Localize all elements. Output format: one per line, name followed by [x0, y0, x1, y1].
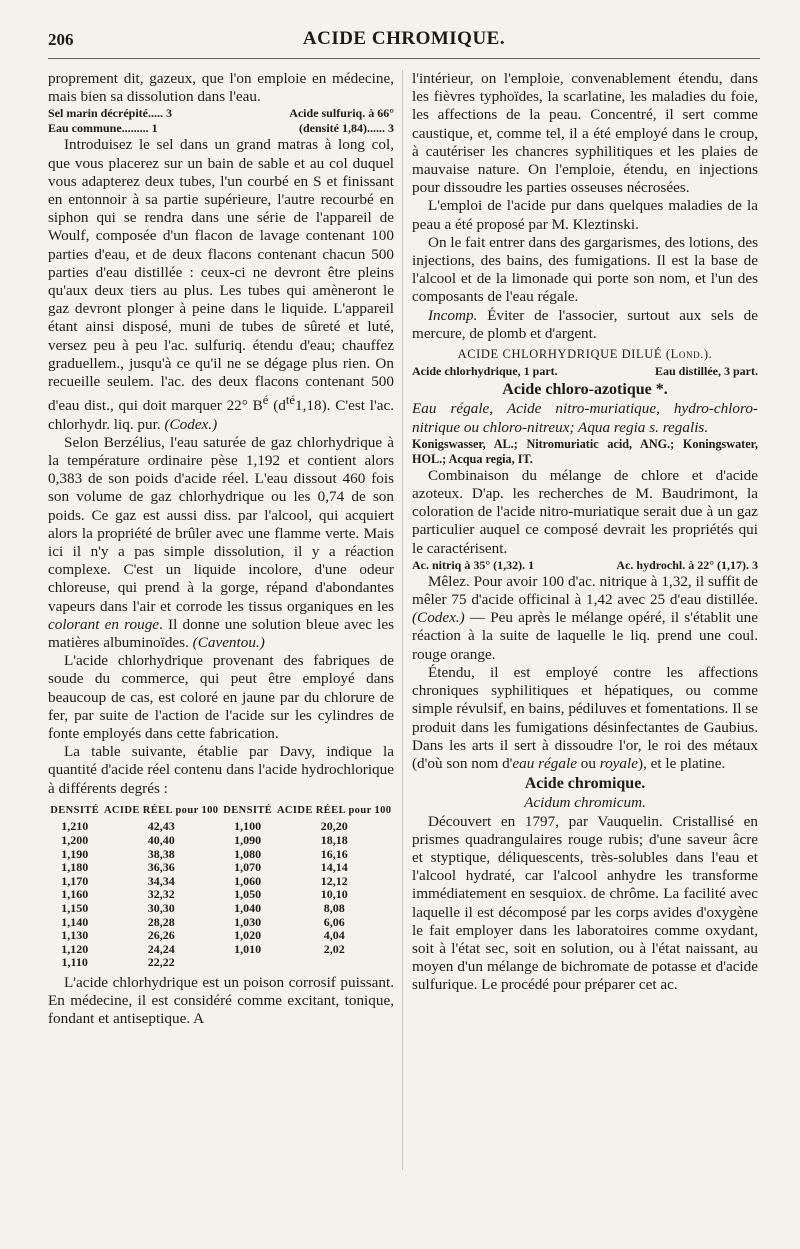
table-cell: 1,080	[234, 846, 262, 861]
table-cell: 22,22	[147, 955, 175, 970]
table-cell: 14,14	[320, 860, 348, 875]
italic-text: colorant en rouge	[48, 615, 160, 633]
table-cell: 1,020	[234, 928, 262, 943]
paragraph: Découvert en 1797, par Vauquelin. Cristallisé en prismes quadrangulaires rouge rubis; d'une saveur âcre et styptique, déliquescents, très-solubles dans l'eau et l'alcool hydraté, car l'alcool anhydre les transforme immédiatement en sesquiox. de chrôme. La facilité avec laquelle il est décomposé par les corps avides d'oxygène le fait employer dans les laboratoires comme oxydant, soit à l'état sec, soit en solution, ou à l'état naissant, au moyen d'un mélange de bichromate de potasse et d'acide sulfurique. Le procédé pour préparer cet ac.	[412, 812, 758, 994]
table-cell: 1,140	[61, 914, 89, 929]
table-row	[48, 956, 394, 970]
column-header: ACIDE RÉEL pour 100	[103, 804, 219, 816]
table-cell: 1,010	[234, 941, 262, 956]
table-cell	[274, 956, 394, 970]
table-row	[48, 861, 394, 875]
text-run: (d	[268, 397, 286, 415]
table-cell	[221, 956, 274, 970]
text-run: ou	[576, 754, 600, 772]
left-column	[48, 70, 394, 1029]
italic-text: royale	[599, 754, 638, 772]
table-cell: 1,200	[61, 832, 89, 847]
page-number: 206	[48, 30, 74, 49]
recipe-line	[412, 364, 758, 379]
recipe-item: Eau commune......... 1	[48, 121, 158, 136]
table-header-row	[48, 804, 394, 821]
recipe-line	[48, 106, 394, 121]
paragraph	[412, 307, 758, 343]
table-cell: 1,190	[61, 846, 89, 861]
recipe-item: (densité 1,84)...... 3	[299, 121, 394, 136]
italic-text: eau régale	[512, 754, 577, 772]
paragraph	[48, 136, 394, 433]
table-cell: 42,43	[147, 819, 175, 834]
text-run: Éviter de l'associer, surtout aux sels de mercure, de plomb et d'argent.	[412, 306, 758, 342]
text-run: 1,18). C'est l'ac. chlorhydr. liq. pur.	[48, 397, 395, 433]
recipe-line	[48, 121, 394, 136]
table-row	[48, 943, 394, 957]
table-cell: 1,170	[61, 873, 89, 888]
citation: (Codex.)	[412, 609, 465, 627]
text-run: ), et le platine.	[637, 754, 726, 772]
text-run: Introduisez le sel dans un grand matras à long col, que vous placerez sur un bain de sable et au col duquel vous adapterez deux tubes, l'un courbé en S et finissant en entonnoir à sa partie supérieure, l'autre recourbé en siphon qui se rendra dans une série de l'appareil de Woulf, composée d'un flacon de lavage contenant 100 parties d'eau, et de deux flacons contenant chacun 500 parties d'eau distillée : ceux-ci ne devront être pleins qu'aux deux tiers au plus. Les tubes qui amèneront le gaz devront plonger à peine dans le liquide. L'appareil étant ainsi disposé, muni de tubes de sûreté et luté, versez peu à peu l'ac. sulfuriq. étendu d'eau; chauffez graduellem., jusqu'à ce qu'il ne se dégage plus rien. On recueille seulem. l'ac. des deux flacons contenant 500 d'eau dist., qui doit marquer 22° B	[48, 136, 394, 415]
table-cell: 38,38	[147, 846, 175, 861]
paragraph: L'emploi de l'acide pur dans quelques maladies de la peau a été proposé par M. Kleztinski.	[412, 197, 758, 233]
table-cell: 1,060	[234, 873, 262, 888]
paragraph: La table suivante, établie par Davy, indique la quantité d'acide réel contenu dans l'acide hydrochlorique à différents degrés :	[48, 743, 394, 797]
table-cell: 1,180	[61, 860, 89, 875]
paragraph: On le fait entrer dans des gargarismes, des lotions, des injections, des bains, des fumigations. Il est la base de l'alcool et de la limonade qui porte son nom, et l'un des composants de l'eau régale.	[412, 233, 758, 306]
synonyms: Eau régale, Acide nitro-muriatique, hydro-chloro-nitrique ou chloro-nitreux; Aqua regia s. regalis.	[412, 400, 758, 436]
table-row	[48, 848, 394, 862]
table-cell: 4,04	[323, 928, 345, 943]
paragraph: L'acide chlorhydrique est un poison corrosif puissant. En médecine, il est considéré comme excitant, tonique, fondant et antiseptique. A	[48, 973, 394, 1028]
column-header: DENSITÉ	[223, 804, 273, 816]
table-cell: 1,110	[61, 955, 88, 970]
citation: (Caventou.)	[192, 633, 265, 651]
table-cell: 1,050	[234, 887, 262, 902]
italic-label: Incomp.	[428, 306, 478, 324]
table-cell: 1,210	[61, 819, 89, 834]
table-cell: 6,06	[323, 914, 345, 929]
table-cell: 8,08	[323, 900, 345, 915]
table-cell: 30,30	[147, 900, 175, 915]
table-cell: 24,24	[147, 941, 175, 956]
table-cell: 1,100	[234, 819, 262, 834]
table-cell: 28,28	[147, 914, 175, 929]
page-header	[48, 18, 760, 59]
column-header: ACIDE RÉEL pour 100	[276, 804, 392, 816]
table-cell: 2,02	[323, 941, 345, 956]
table-cell: 32,32	[147, 887, 175, 902]
table-cell: 1,120	[61, 941, 89, 956]
section-title: Acide chloro-azotique *.	[502, 381, 668, 399]
density-table	[48, 804, 394, 970]
recipe-item: Acide chlorhydrique, 1 part.	[412, 364, 558, 379]
column-header: DENSITÉ	[50, 804, 100, 816]
paragraph: L'acide chlorhydrique provenant des fabriques de soude du commerce, qui peut être employé dans beaucoup de cas, est coloré en jaune par du chlorure de fer, par suite de l'action de l'acide sur les cylindres de fonte employés dans cette fabrication.	[48, 652, 394, 742]
recipe-item: Acide sulfuriq. à 66°	[289, 106, 394, 121]
table-row	[48, 875, 394, 889]
table-cell: 1,130	[61, 928, 89, 943]
text-run: Étendu, il est employé contre les affections chroniques syphilitiques et hépatiques, ou comme simple révulsif, en bains, pédiluves et fomentations. Il se produit dans les fumigations désinfectantes de Gaubius. Dans les arts il sert à dissoudre l'or, le roi des métaux (d'où son nom d'	[412, 663, 758, 772]
paragraph: Combinaison du mélange de chlore et d'acide azoteux. D'ap. les recherches de M. Baudrimont, la coloration de l'acide nitro-muriatique serait due à un gaz particulier auquel ce composé devrait les propriétés qui le caractérisent.	[412, 466, 758, 557]
citation: (Codex.)	[164, 415, 218, 433]
table-cell: 1,070	[234, 860, 262, 875]
table-cell: 1,030	[234, 914, 262, 929]
section-title: Acide chromique.	[524, 775, 646, 793]
superscript: té	[285, 393, 295, 408]
recipe-item: Eau distillée, 3 part.	[654, 364, 758, 379]
running-title: ACIDE CHROMIQUE.	[302, 28, 506, 49]
superscript: é	[262, 393, 269, 408]
recipe-line	[412, 558, 758, 573]
table-row	[48, 834, 394, 848]
table-cell: 1,150	[61, 900, 89, 915]
recipe-item: Sel marin décrépité..... 3	[48, 106, 172, 121]
preparation-title: ACIDE CHLORHYDRIQUE DILUÉ (Lond.).	[457, 347, 713, 362]
right-column	[412, 70, 758, 995]
table-row	[48, 888, 394, 902]
paragraph: proprement dit, gazeux, que l'on emploie en médecine, mais bien sa dissolution dans l'eau.	[48, 70, 394, 106]
table-cell: 18,18	[320, 832, 348, 847]
text-run: Mêlez. Pour avoir 100 d'ac. nitrique à 1,32, il suffit de mêler 75 d'acide officinal à 1,42 avec 25 d'eau distillée.	[412, 572, 758, 609]
table-cell: 20,20	[320, 819, 348, 834]
section-subtitle: Acidum chromicum.	[524, 794, 646, 812]
table-row	[48, 929, 394, 943]
table-cell: 16,16	[320, 846, 348, 861]
table-row	[48, 902, 394, 916]
paragraph	[412, 573, 758, 664]
foreign-names: Konigswasser, AL.; Nitromuriatic acid, ANG.; Koningswater, HOL.; Acqua regia, IT.	[412, 436, 758, 466]
table-cell: 34,34	[147, 873, 175, 888]
paragraph	[48, 434, 394, 652]
table-cell: 12,12	[320, 873, 348, 888]
column-divider	[402, 70, 403, 1170]
text-run: — Peu après le mélange opéré, il s'établit une réaction à la suite de laquelle le liq. prend une coul. rouge orange.	[412, 609, 758, 663]
paragraph: l'intérieur, on l'emploie, convenablement étendu, dans les fièvres typhoïdes, la scarlatine, les maladies du foie, les affections de la peau. Concentré, il sert comme caustique, et, comme tel, il a été employé dans le croup, à cautériser les chancres syphilitiques et les plaies de mauvaise nature. On l'emploie, étendu, en injections pour dissoudre les parties osseuses nécrosées.	[412, 70, 758, 197]
table-cell: 1,040	[234, 900, 262, 915]
table-cell: 1,090	[234, 832, 262, 847]
text-run: . Il donne une solution bleue avec les matières albuminoïdes.	[48, 615, 394, 651]
recipe-item: Ac. hydrochl. à 22° (1,17). 3	[616, 557, 758, 572]
table-row	[48, 820, 394, 834]
recipe-item: Ac. nitriq à 35° (1,32). 1	[412, 557, 535, 572]
table-cell: 26,26	[147, 928, 175, 943]
text-run: Selon Berzélius, l'eau saturée de gaz chlorhydrique à la température ordinaire pèse 1,192 et contient alors 0,383 de son poids d'acide réel. L'eau dissout 460 fois son volume de gaz chlorhydrique ou les 0,74 de son poids. Ce gaz est aussi diss. par l'alcool, qui acquiert alors la propriété de brûler avec une flamme verte. Mais ici il n'y a pas simple dissolution, il y a réaction complexe. C'est un liquide incolore, d'une odeur chloreuse, qui prend à la gorge, répand d'abondantes vapeurs dans l'air et corrode les tissus organiques en les	[48, 433, 394, 615]
paragraph	[412, 664, 758, 773]
table-cell: 36,36	[147, 860, 175, 875]
table-cell: 10,10	[320, 887, 348, 902]
table-row	[48, 916, 394, 930]
table-cell: 40,40	[147, 832, 175, 847]
table-cell: 1,160	[61, 887, 89, 902]
